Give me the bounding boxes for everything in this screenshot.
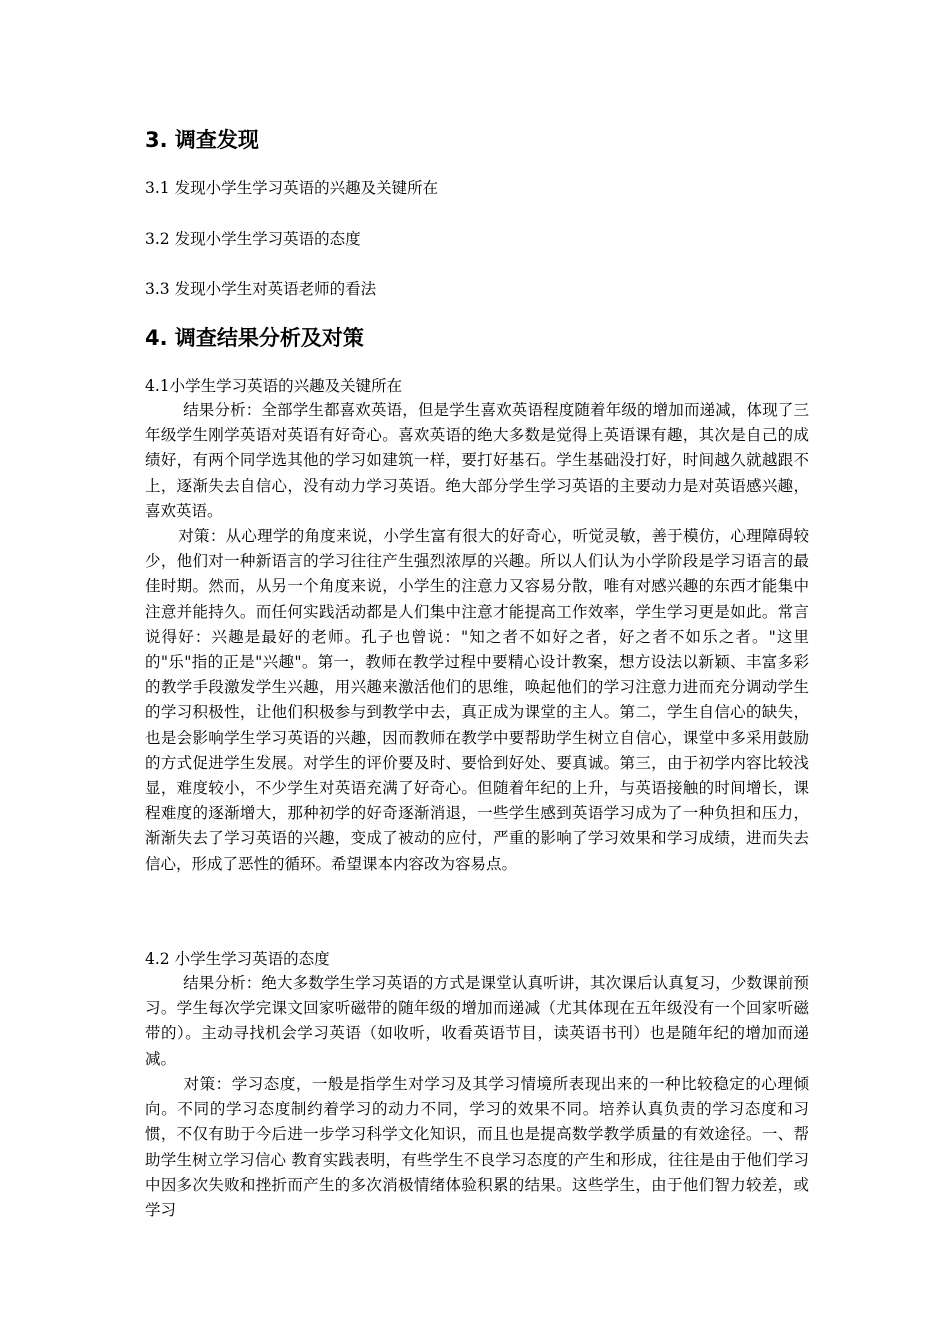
subsection-4-2-heading: 4.2 小学生学习英语的态度: [145, 950, 330, 968]
subsection-3-1-heading: 3.1 发现小学生学习英语的兴趣及关键所在: [145, 179, 439, 197]
subsection-3-3-heading: 3.3 发现小学生对英语老师的看法: [145, 280, 377, 298]
section-4-heading: 4. 调查结果分析及对策: [145, 326, 364, 350]
paragraph-4-2-strategy: [145, 1072, 809, 1223]
paragraph-4-1-strategy: [145, 524, 809, 877]
paragraph-4-2-strategy-text: 对策：学习态度，一般是指学生对学习及其学习情境所表现出来的一种比较稳定的心理倾向。不同的学习态度制约着学习的动力不同，学习的效果不同。培养认真负责的学习态度和习惯，不仅有助于今后进一步学习科学文化知识，而且也是提高数学教学质量的有效途径。一、帮助学生树立学习信心 教育实践表明，有些学生不良学习态度的产生和形成，往往是由于他们学习中因多次失败和挫折而产生的多次消极情绪体验积累的结果。这些学生，由于他们智力较差，或学习: [145, 1075, 809, 1220]
subsection-4-1-heading: 4.1小学生学习英语的兴趣及关键所在: [145, 377, 403, 395]
paragraph-4-1-result-text: 结果分析：全部学生都喜欢英语，但是学生喜欢英语程度随着年级的增加而递减，体现了三年级学生刚学英语对英语有好奇心。喜欢英语的绝大多数是觉得上英语课有趣，其次是自己的成绩好，有两个同学选其他的学习如建筑一样，要打好基石。学生基础没打好，时间越久就越跟不上，逐渐失去自信心，没有动力学习英语。绝大部分学生学习英语的主要动力是对英语感兴趣，喜欢英语。: [145, 401, 809, 520]
section-3-heading: 3. 调查发现: [145, 128, 259, 152]
paragraph-4-2-result-text: 结果分析：绝大多数学生学习英语的方式是课堂认真听讲，其次课后认真复习，少数课前预习。学生每次学完课文回家听磁带的随年级的增加而递减（尤其体现在五年级没有一个回家听磁带的）。主动寻找机会学习英语（如收听，收看英语节目，读英语书刊）也是随年纪的增加而递减。: [145, 974, 809, 1068]
subsection-3-2-heading: 3.2 发现小学生学习英语的态度: [145, 230, 361, 248]
paragraph-4-1-result: [145, 398, 809, 524]
paragraph-4-2-result: [145, 971, 809, 1072]
paragraph-4-1-strategy-text: 对策：从心理学的角度来说，小学生富有很大的好奇心，听觉灵敏，善于模仿，心理障碍较少，他们对一种新语言的学习往往产生强烈浓厚的兴趣。所以人们认为小学阶段是学习语言的最佳时期。然而，从另一个角度来说，小学生的注意力又容易分散，唯有对感兴趣的东西才能集中注意并能持久。而任何实践活动都是人们集中注意才能提高工作效率，学生学习更是如此。常言说得好：兴趣是最好的老师。孔子也曾说："知之者不如好之者，好之者不如乐之者。"这里的"乐"指的正是"兴趣"。第一，教师在教学过程中要精心设计教案，想方设法以新颖、丰富多彩的教学手段激发学生兴趣，用兴趣来激活他们的思维，唤起他们的学习注意力进而充分调动学生的学习积极性，让他们积极参与到教学中去，真正成为课堂的主人。第二，学生自信心的缺失，也是会影响学生学习英语的兴趣，因而教师在教学中要帮助学生树立自信心，课堂中多采用鼓励的方式促进学生发展。对学生的评价要及时、要恰到好处、要真诚。第三，由于初学内容比较浅显，难度较小，不少学生对英语充满了好奇心。但随着年纪的上升，与英语接触的时间增长，课程难度的逐渐增大，那种初学的好奇逐渐消退，一些学生感到英语学习成为了一种负担和压力，渐渐失去了学习英语的兴趣，变成了被动的应付，严重的影响了学习效果和学习成绩，进而失去信心，形成了恶性的循环。希望课本内容改为容易点。: [145, 527, 809, 873]
